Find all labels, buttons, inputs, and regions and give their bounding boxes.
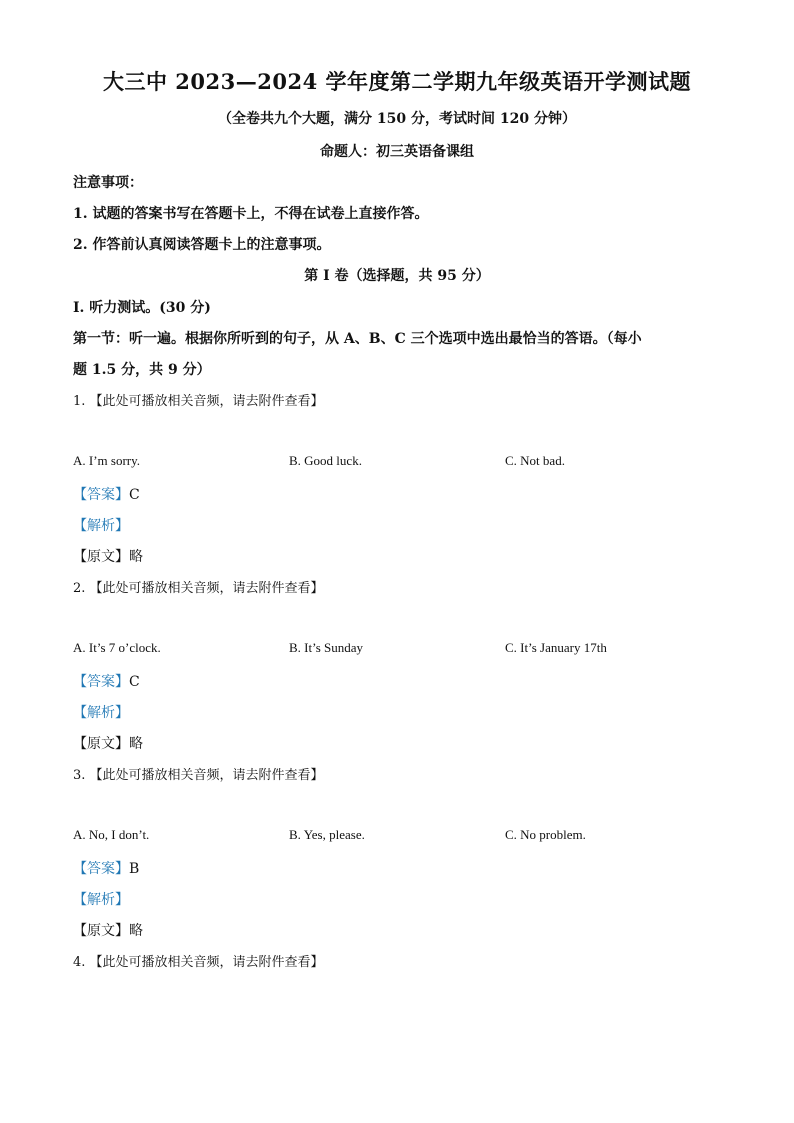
question-2-option-b: B. It’s Sunday (289, 640, 364, 655)
question-2-head: 2. 【此处可播放相关音频，请去附件查看】 (73, 581, 324, 596)
question-1-option-c: C. Not bad. (505, 453, 565, 468)
answer-value: C (129, 674, 140, 690)
question-3-option-c: C. No problem. (505, 827, 586, 842)
original-label: 【原文】 (73, 549, 129, 565)
exam-title: 大三中 2023—2024 学年度第二学期九年级英语开学测试题 (102, 69, 691, 94)
question-2-option-a: A. It’s 7 o’clock. (73, 640, 161, 655)
question-1-option-b: B. Good luck. (289, 453, 362, 468)
analysis-label: 【解析】 (73, 705, 129, 721)
notes-heading: 注意事项： (73, 175, 143, 191)
original-value: 略 (129, 736, 143, 752)
question-1-answer (73, 484, 140, 504)
original-label: 【原文】 (73, 923, 129, 939)
question-3-original (73, 920, 143, 940)
part-title: 第 I 卷（选择题，共 95 分） (304, 268, 490, 284)
answer-label: 【答案】 (73, 861, 129, 877)
question-3-option-b: B. Yes, please. (289, 827, 365, 842)
question-3-option-a: A. No, I don’t. (73, 827, 150, 842)
answer-label: 【答案】 (73, 487, 129, 503)
notes-item-2: 2. 作答前认真阅读答题卡上的注意事项。 (73, 237, 331, 253)
notes-item-1: 1. 试题的答案书写在答题卡上，不得在试卷上直接作答。 (73, 206, 429, 222)
section-instruction-line2: 题 1.5 分，共 9 分） (73, 362, 211, 378)
question-4-head: 4. 【此处可播放相关音频，请去附件查看】 (73, 955, 324, 970)
section-title: Ⅰ. 听力测试。(30 分) (73, 300, 211, 316)
answer-label: 【答案】 (73, 674, 129, 690)
original-label: 【原文】 (73, 736, 129, 752)
answer-value: B (129, 861, 140, 877)
question-3-answer (73, 858, 139, 878)
question-1-head: 1. 【此处可播放相关音频，请去附件查看】 (73, 394, 324, 409)
question-1-analysis (73, 515, 129, 535)
section-instruction-line1: 第一节：听一遍。根据你所听到的句子，从 A、B、C 三个选项中选出最恰当的答语。（每小 (73, 331, 642, 347)
question-2-original (73, 733, 143, 753)
question-1-original (73, 546, 143, 566)
original-value: 略 (129, 923, 143, 939)
exam-subtitle: （全卷共九个大题，满分 150 分，考试时间 120 分钟） (218, 111, 576, 127)
analysis-label: 【解析】 (73, 892, 129, 908)
question-3-head: 3. 【此处可播放相关音频，请去附件查看】 (73, 768, 324, 783)
original-value: 略 (129, 549, 143, 565)
exam-author: 命题人：初三英语备课组 (320, 144, 474, 160)
question-1-option-a: A. I’m sorry. (73, 453, 141, 468)
question-2-analysis (73, 702, 129, 722)
analysis-label: 【解析】 (73, 518, 129, 534)
question-2-answer (73, 671, 140, 691)
answer-value: C (129, 487, 140, 503)
question-3-analysis (73, 889, 129, 909)
question-2-option-c: C. It’s January 17th (505, 640, 607, 655)
